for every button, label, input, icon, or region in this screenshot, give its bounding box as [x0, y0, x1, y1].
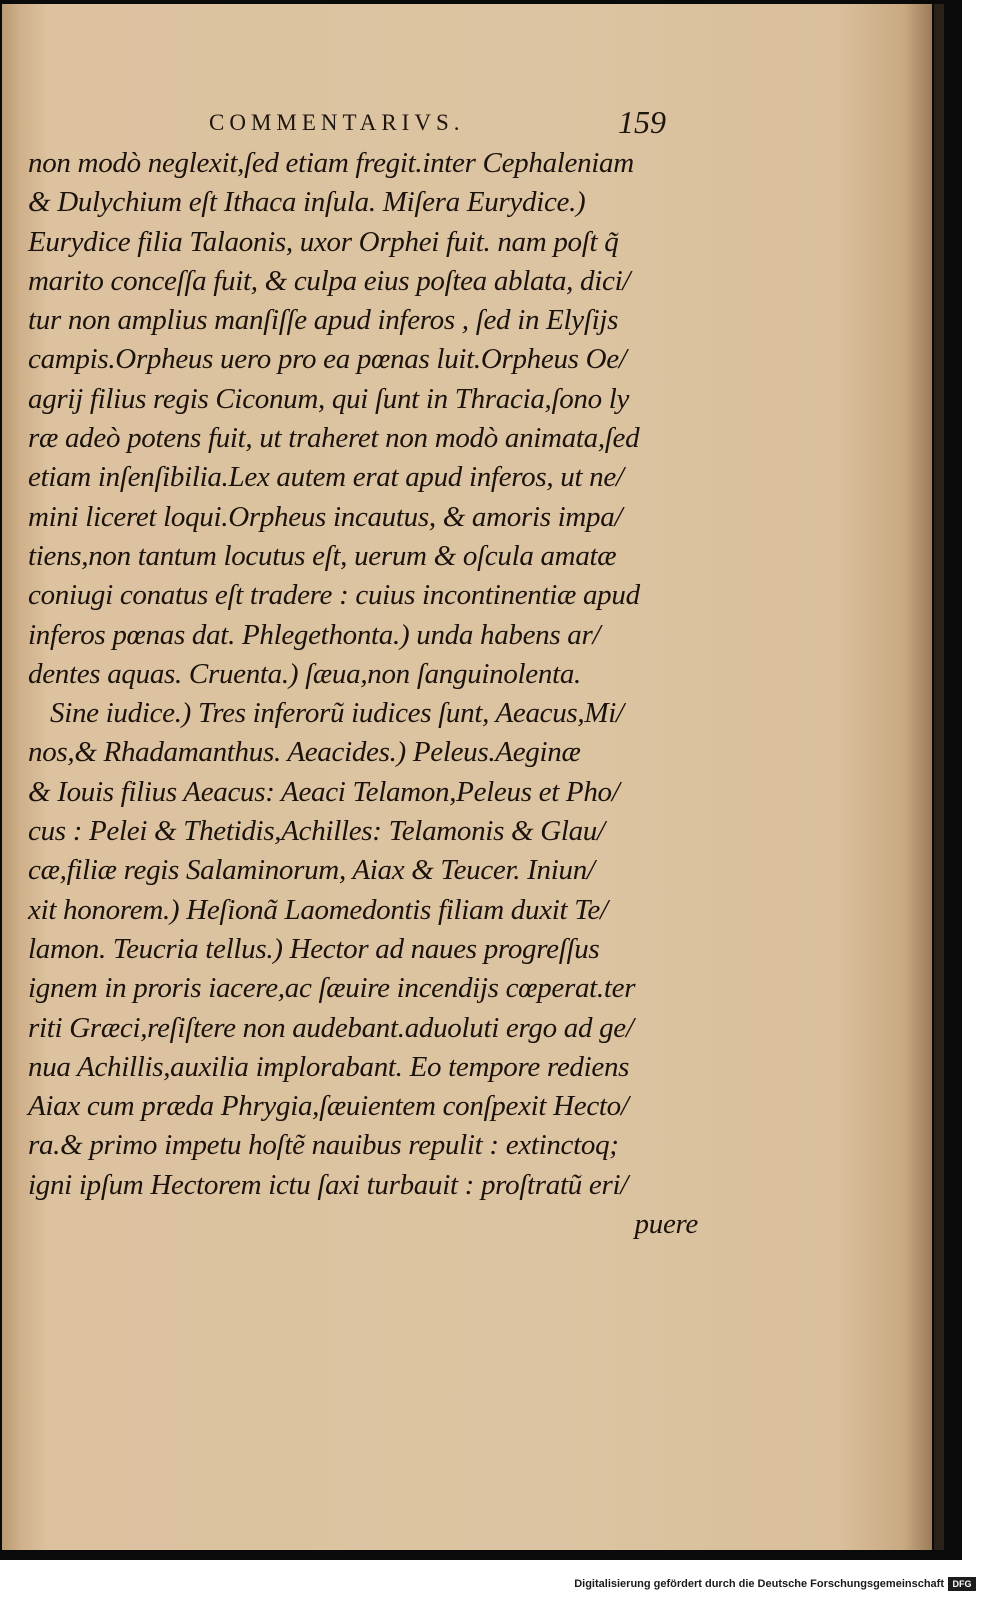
text-line: nos,& Rhadamanthus. Aeacides.) Peleus.Aeginæ — [28, 736, 581, 769]
dfg-logo-icon: DFG — [948, 1577, 976, 1591]
text-line: Sine iudice.) Tres inferorũ iudices ſunt, Aeacus,Mi/ — [50, 697, 624, 730]
text-line: etiam inſenſibilia.Lex autem erat apud inferos, ut ne/ — [28, 461, 624, 494]
text-line: nua Achillis,auxilia implorabant. Eo tempore rediens — [28, 1050, 630, 1083]
page-edge — [934, 4, 944, 1550]
running-head: COMMENTARIVS. — [209, 110, 465, 135]
text-line: Eurydice filia Talaonis, uxor Orphei fuit. nam poſt q̃ — [28, 225, 619, 258]
footer — [0, 1575, 1000, 1599]
text-line: igni ipſum Hectorem ictu ſaxi turbauit : proſtratũ eri/ — [28, 1168, 628, 1201]
text-line: lamon. Teucria tellus.) Hector ad naues progreſſus — [28, 932, 600, 965]
text-line: & Dulychium eſt Ithaca inſula. Miſera Eurydice.) — [28, 186, 586, 219]
text-block — [28, 144, 718, 1244]
text-line: ignem in proris iacere,ac ſæuire incendijs cœperat.ter — [28, 972, 636, 1005]
text-line: non modò neglexit,ſed etiam fregit.inter Cephaleniam — [28, 147, 634, 179]
text-line: mini liceret loqui.Orpheus incautus, & amoris impa/ — [28, 500, 623, 533]
text-line: cæ,filiæ regis Salaminorum, Aiax & Teucer. Iniun/ — [28, 854, 595, 887]
text-line: agrij filius regis Ciconum, qui ſunt in Thracia,ſono ly — [28, 382, 630, 415]
text-line: tur non amplius manſiſſe apud inferos , ſed in Elyſijs — [28, 304, 619, 337]
page-header — [2, 104, 932, 144]
book-page — [2, 4, 932, 1550]
text-line: campis.Orpheus uero pro ea pœnas luit.Orpheus Oe/ — [28, 343, 627, 376]
funding-credit: Digitalisierung gefördert durch die Deutsche Forschungsgemeinschaft — [574, 1578, 944, 1590]
text-line: ræ adeò potens fuit, ut traheret non modò animata,ſed — [28, 422, 640, 455]
text-line: inferos pœnas dat. Phlegethonta.) unda habens ar/ — [28, 618, 601, 651]
text-line: tiens,non tantum locutus eſt, uerum & oſcula amatæ — [28, 539, 617, 572]
text-line: & Iouis filius Aeacus: Aeaci Telamon,Peleus et Pho/ — [28, 775, 620, 808]
text-line: dentes aquas. Cruenta.) ſæua,non ſanguinolenta. — [28, 657, 581, 690]
text-line: ra.& primo impetu hoſtẽ nauibus repulit : extinctoq; — [28, 1129, 619, 1162]
text-line: Aiax cum præda Phrygia,ſæuientem conſpexit Hecto/ — [28, 1090, 629, 1123]
text-line: marito conceſſa fuit, & culpa eius poſtea ablata, dici/ — [28, 264, 631, 297]
catchword: puere — [634, 1208, 698, 1241]
page-number: 159 — [618, 104, 666, 140]
text-line: coniugi conatus eſt tradere : cuius incontinentiæ apud — [28, 579, 640, 612]
text-line: cus : Pelei & Thetidis,Achilles: Telamonis & Glau/ — [28, 815, 605, 848]
text-line: xit honorem.) Heſionã Laomedontis filiam duxit Te/ — [28, 893, 608, 926]
text-line: riti Græci,reſiſtere non audebant.aduoluti ergo ad ge/ — [28, 1011, 634, 1044]
